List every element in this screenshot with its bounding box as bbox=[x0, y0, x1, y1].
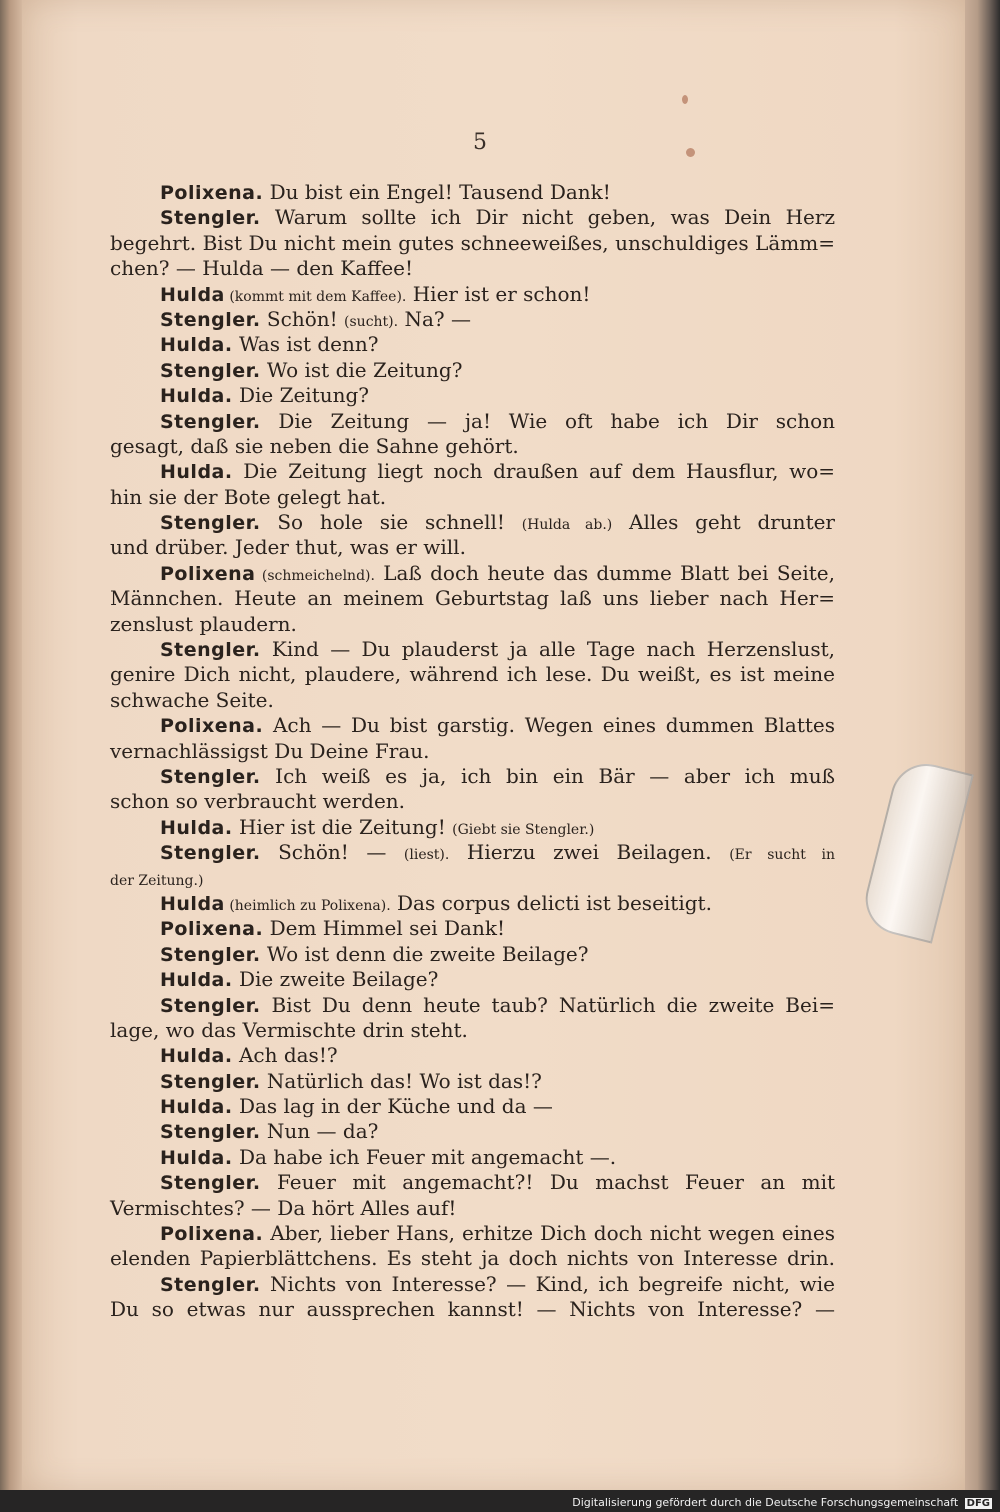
speaker-name: Hulda. bbox=[160, 1045, 233, 1068]
text-line bbox=[110, 282, 835, 307]
text-line bbox=[110, 383, 835, 408]
line-text: Du so etwas nur aussprechen kannst! — Nichts von Interesse? — bbox=[110, 1297, 835, 1322]
speaker-name: Hulda. bbox=[160, 334, 233, 357]
line-text: begehrt. Bist Du nicht mein gutes schneeweißes, unschuldiges Lämm= bbox=[110, 230, 835, 255]
text-line bbox=[110, 256, 835, 281]
speaker-name: Polixena. bbox=[160, 1223, 264, 1246]
dfg-logo: DFG bbox=[966, 1498, 990, 1509]
line-text: vernachlässigst Du Deine Frau. bbox=[110, 738, 430, 763]
text-line bbox=[110, 1170, 835, 1195]
speaker-name: Stengler. bbox=[160, 1070, 261, 1093]
speaker-name: Stengler. bbox=[160, 410, 261, 433]
text-line bbox=[110, 231, 835, 256]
line-text: Natürlich das! Wo ist das!? bbox=[260, 1068, 542, 1093]
speaker-name: Stengler. bbox=[160, 994, 261, 1017]
text-line bbox=[110, 459, 835, 484]
text-line bbox=[110, 586, 835, 611]
line-text: chen? — Hulda — den Kaffee! bbox=[110, 256, 414, 281]
text-line bbox=[110, 358, 835, 383]
text-line bbox=[110, 967, 835, 992]
text-line bbox=[110, 662, 835, 687]
speaker-name: Polixena bbox=[160, 562, 256, 585]
facing-page-edge bbox=[0, 0, 22, 1512]
text-line bbox=[110, 1119, 835, 1144]
line-text: Warum sollte ich Dir nicht geben, was Dein Herz bbox=[260, 205, 835, 230]
speaker-name: Hulda bbox=[160, 283, 225, 306]
line-text: Wo ist denn die zweite Beilage? bbox=[260, 941, 589, 966]
speaker-name: Stengler. bbox=[160, 639, 261, 662]
text-line bbox=[110, 1246, 835, 1271]
text-line bbox=[110, 1221, 835, 1246]
line-text: Vermischtes? — Da hört Alles auf! bbox=[110, 1195, 457, 1220]
speaker-name: Hulda. bbox=[160, 1096, 233, 1119]
line-text: Feuer mit angemacht?! Du machst Feuer an mit bbox=[260, 1170, 835, 1195]
stage-direction: der Zeitung.) bbox=[110, 872, 204, 889]
speaker-name: Stengler. bbox=[160, 1273, 261, 1296]
text-line bbox=[110, 205, 835, 230]
funding-text: Digitalisierung gefördert durch die Deutsche Forschungsgemeinschaft bbox=[572, 1496, 959, 1509]
speaker-name: Stengler. bbox=[160, 1172, 261, 1195]
line-text: Alles geht drunter bbox=[612, 510, 835, 535]
line-text: Hierzu zwei Beilagen. bbox=[449, 840, 730, 865]
line-text: Kind — Du plauderst ja alle Tage nach Herzenslust, bbox=[260, 637, 835, 662]
text-line bbox=[110, 1018, 835, 1043]
text-line bbox=[110, 1069, 835, 1094]
speaker-name: Stengler. bbox=[160, 1121, 261, 1144]
line-text: Da habe ich Feuer mit angemacht —. bbox=[232, 1144, 617, 1169]
line-text: und drüber. Jeder thut, was er will. bbox=[110, 535, 466, 560]
line-text: elenden Papierblättchens. Es steht ja doch nichts von Interesse drin. bbox=[110, 1246, 835, 1271]
speaker-name: Stengler. bbox=[160, 359, 261, 382]
speaker-name: Stengler. bbox=[160, 207, 261, 230]
line-text: Hier ist die Zeitung! bbox=[232, 814, 453, 839]
speaker-name: Stengler. bbox=[160, 943, 261, 966]
text-line bbox=[110, 434, 835, 459]
line-text: Die Zeitung — ja! Wie oft habe ich Dir schon bbox=[260, 408, 835, 433]
speaker-name: Polixena. bbox=[160, 715, 264, 738]
speaker-name: Polixena. bbox=[160, 918, 264, 941]
footer-bar bbox=[0, 1490, 1000, 1512]
text-line bbox=[110, 510, 835, 535]
line-text: Laß doch heute das dumme Blatt bei Seite, bbox=[374, 560, 835, 585]
speaker-name: Stengler. bbox=[160, 842, 261, 865]
speaker-name: Stengler. bbox=[160, 308, 261, 331]
text-line bbox=[110, 840, 835, 865]
line-text: Du bist ein Engel! Tausend Dank! bbox=[263, 180, 611, 204]
line-text: Nun — da? bbox=[260, 1119, 379, 1144]
speaker-name: Hulda. bbox=[160, 1146, 233, 1169]
text-line bbox=[110, 866, 835, 891]
text-line bbox=[110, 993, 835, 1018]
line-text: Männchen. Heute an meinem Geburtstag laß uns lieber nach Her= bbox=[110, 586, 835, 611]
speaker-name: Hulda. bbox=[160, 461, 233, 484]
line-text: zenslust plaudern. bbox=[110, 611, 297, 636]
text-line bbox=[110, 789, 835, 814]
text-line bbox=[110, 891, 835, 916]
line-text: Wo ist die Zeitung? bbox=[260, 357, 463, 382]
text-line bbox=[110, 1196, 835, 1221]
speaker-name: Stengler. bbox=[160, 765, 261, 788]
line-text: Das lag in der Küche und da — bbox=[232, 1094, 553, 1119]
line-text: lage, wo das Vermischte drin steht. bbox=[110, 1017, 468, 1042]
line-text: genire Dich nicht, plaudere, während ich lese. Du weißt, es ist meine bbox=[110, 662, 835, 687]
stage-direction: (heimlich zu Polixena). bbox=[224, 897, 391, 914]
text-line bbox=[110, 180, 835, 205]
speaker-name: Hulda. bbox=[160, 385, 233, 408]
text-line bbox=[110, 535, 835, 560]
text-line bbox=[110, 1297, 835, 1322]
text-line bbox=[110, 764, 835, 789]
stage-direction: (kommt mit dem Kaffee). bbox=[224, 288, 407, 305]
text-line bbox=[110, 739, 835, 764]
speaker-name: Hulda. bbox=[160, 969, 233, 992]
text-line bbox=[110, 942, 835, 967]
ink-blot bbox=[682, 95, 688, 104]
speaker-name: Hulda. bbox=[160, 816, 233, 839]
line-text: Das corpus delicti ist beseitigt. bbox=[390, 890, 712, 915]
line-text: schon so verbraucht werden. bbox=[110, 789, 406, 814]
text-line bbox=[110, 713, 835, 738]
text-line bbox=[110, 815, 835, 840]
text-line bbox=[110, 612, 835, 637]
line-text: Na? — bbox=[398, 306, 471, 331]
text-line bbox=[110, 637, 835, 662]
text-line bbox=[110, 561, 835, 586]
stage-direction: (Er sucht in bbox=[729, 847, 835, 864]
line-text: Hier ist er schon! bbox=[406, 281, 591, 306]
line-text: Bist Du denn heute taub? Natürlich die zweite Bei= bbox=[260, 992, 835, 1017]
speaker-name: Hulda bbox=[160, 892, 225, 915]
line-text: Schön! — bbox=[260, 840, 404, 865]
play-text bbox=[110, 180, 835, 1323]
line-text: schwache Seite. bbox=[110, 687, 274, 712]
line-text: So hole sie schnell! bbox=[260, 510, 522, 535]
line-text: Was ist denn? bbox=[232, 332, 379, 357]
funding-note bbox=[572, 1496, 992, 1509]
line-text: Schön! bbox=[260, 306, 345, 331]
text-line bbox=[110, 1272, 835, 1297]
text-line bbox=[110, 409, 835, 434]
text-line bbox=[110, 916, 835, 941]
speaker-name: Stengler. bbox=[160, 512, 261, 535]
text-line bbox=[110, 485, 835, 510]
text-line bbox=[110, 332, 835, 357]
page-stack-edge bbox=[965, 0, 1000, 1492]
line-text: hin sie der Bote gelegt hat. bbox=[110, 484, 387, 509]
text-line bbox=[110, 307, 835, 332]
stage-direction: (liest). bbox=[403, 847, 450, 864]
stage-direction: (schmeichelnd). bbox=[255, 567, 375, 584]
text-line bbox=[110, 688, 835, 713]
text-line bbox=[110, 1145, 835, 1170]
line-text: Aber, lieber Hans, erhitze Dich doch nicht wegen eines bbox=[263, 1221, 835, 1246]
text-line bbox=[110, 1043, 835, 1068]
line-text: Die Zeitung? bbox=[232, 383, 370, 408]
line-text: Ach das!? bbox=[232, 1043, 338, 1068]
speaker-name: Polixena. bbox=[160, 182, 264, 204]
stage-direction: (Giebt sie Stengler.) bbox=[452, 821, 595, 838]
line-text: Ich weiß es ja, ich bin ein Bär — aber ich muß bbox=[260, 763, 835, 788]
line-text: gesagt, daß sie neben die Sahne gehört. bbox=[110, 433, 519, 458]
text-line bbox=[110, 1094, 835, 1119]
line-text: Ach — Du bist garstig. Wegen eines dummen Blattes bbox=[263, 713, 835, 738]
line-text: Die Zeitung liegt noch draußen auf dem Hausflur, wo= bbox=[232, 459, 835, 484]
line-text: Die zweite Beilage? bbox=[232, 967, 439, 992]
stage-direction: (Hulda ab.) bbox=[521, 517, 613, 534]
page-number: 5 bbox=[473, 130, 487, 155]
line-text: Dem Himmel sei Dank! bbox=[263, 916, 505, 941]
stage-direction: (sucht). bbox=[344, 313, 399, 330]
line-text: Nichts von Interesse? — Kind, ich begreife nicht, wie bbox=[260, 1271, 835, 1296]
